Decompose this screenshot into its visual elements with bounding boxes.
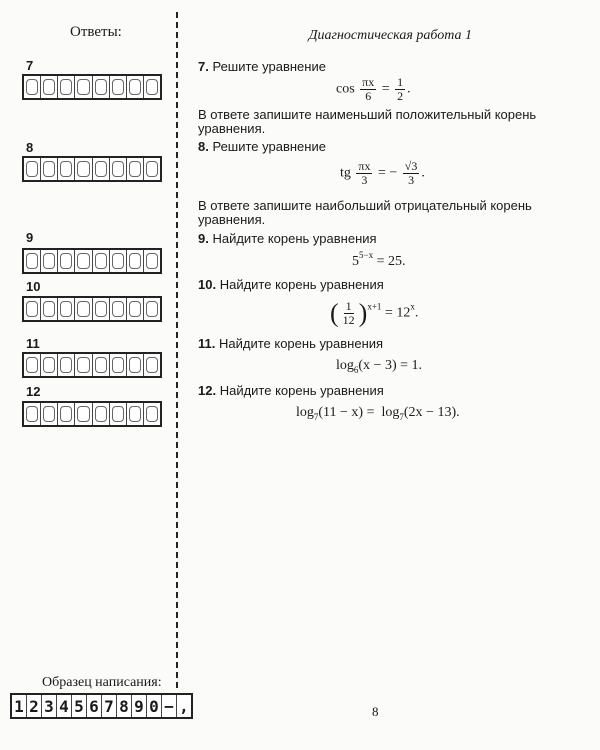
- task-prompt: Решите уравнение: [212, 139, 326, 154]
- answers-title: Ответы:: [70, 24, 122, 40]
- sample-char: 8: [117, 695, 132, 717]
- sample-char: 3: [42, 695, 57, 717]
- formula-9: $5^{5-x} = 25$.: [352, 250, 406, 269]
- sample-char: 6: [87, 695, 102, 717]
- formula-11: $\log_6(x - 3) = 1$.: [336, 358, 423, 375]
- sample-char: 7: [102, 695, 117, 717]
- answer-field-12[interactable]: [22, 401, 162, 427]
- task-number: 7.: [198, 59, 209, 74]
- sample-char: 9: [132, 695, 147, 717]
- task-prompt: Решите уравнение: [212, 59, 326, 74]
- task-number: 10.: [198, 277, 217, 292]
- sample-char: −: [162, 695, 177, 717]
- formula-7: cos $\frac{\pi x}{6}$ = $\frac{1}{2}$ .: [336, 75, 411, 103]
- page-header: Диагностическая работа 1: [308, 28, 472, 43]
- sample-char: 0: [147, 695, 162, 717]
- task-8-note: В ответе запишите наибольший отрицательный корень уравнения.: [198, 198, 532, 227]
- page-number: 8: [372, 704, 379, 719]
- sample-char: 2: [27, 695, 42, 717]
- answer-label-7: 7: [26, 58, 34, 73]
- task-number: 11.: [198, 336, 216, 351]
- task-prompt: Найдите корень уравнения: [219, 383, 384, 398]
- task-10: [198, 277, 384, 292]
- task-9: [198, 231, 377, 246]
- formula-8: tg $\frac{\pi x}{3}$ = − $\frac{√3}{3}$ .: [340, 159, 425, 187]
- sample-char: ,: [179, 696, 189, 716]
- answer-field-11[interactable]: [22, 352, 162, 378]
- fold-divider: [176, 12, 178, 688]
- task-7: [198, 59, 326, 74]
- sample-char: 1: [12, 695, 27, 717]
- task-number: 12.: [198, 383, 217, 398]
- task-8: [198, 139, 326, 154]
- formula-12: $\log_7(11 - x) = \log_7(2x - 13)$.: [296, 405, 460, 422]
- sample-char: 4: [57, 695, 72, 717]
- task-number: 8.: [198, 139, 209, 154]
- answer-field-7[interactable]: [22, 74, 162, 100]
- task-prompt: Найдите корень уравнения: [212, 231, 377, 246]
- task-number: 9.: [198, 231, 209, 246]
- answer-field-8[interactable]: [22, 156, 162, 182]
- answer-label-10: 10: [26, 279, 41, 294]
- answer-label-8: 8: [26, 140, 34, 155]
- task-7-note: В ответе запишите наименьший положительный корень уравнения.: [198, 107, 537, 136]
- answer-field-10[interactable]: [22, 296, 162, 322]
- answer-field-9[interactable]: [22, 248, 162, 274]
- answer-label-11: 11: [26, 336, 40, 351]
- answer-label-12: 12: [26, 384, 41, 399]
- sample-char: 5: [72, 695, 87, 717]
- task-prompt: Найдите корень уравнения: [219, 277, 384, 292]
- sample-label: Образец написания:: [42, 675, 162, 690]
- task-12: [198, 383, 384, 398]
- answer-label-9: 9: [26, 230, 34, 245]
- formula-10: ( $\frac{1}{12}$ )$^{x+1} = 12^x$.: [330, 298, 419, 328]
- task-11: [198, 336, 383, 351]
- sample-writing-cells: [10, 693, 193, 719]
- task-prompt: Найдите корень уравнения: [218, 336, 384, 351]
